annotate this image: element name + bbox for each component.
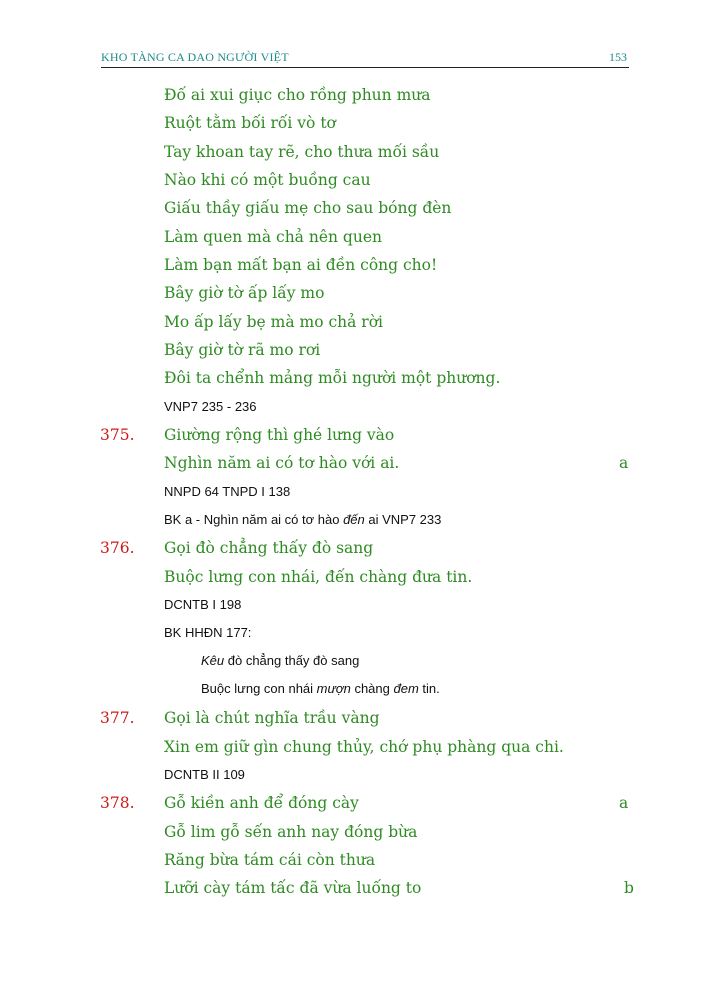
variant-text: ai VNP7 233 bbox=[364, 512, 442, 527]
variant-emphasis: mượn bbox=[316, 681, 351, 696]
variant-text: tin. bbox=[418, 681, 440, 696]
source-citation: DCNTB II 109 bbox=[164, 767, 245, 782]
poem-number: 375. bbox=[100, 426, 135, 444]
verse-line: Làm quen mà chả nên quen bbox=[164, 228, 382, 246]
poem-number: 377. bbox=[100, 709, 135, 727]
variant-text: Buộc lưng con nhái bbox=[201, 681, 317, 696]
verse-line: Ruột tằm bối rối vò tơ bbox=[164, 114, 336, 132]
source-citation: VNP7 235 - 236 bbox=[164, 399, 257, 414]
verse-line: Gọi là chút nghĩa trầu vàng bbox=[164, 709, 380, 727]
poem-number: 378. bbox=[100, 794, 135, 812]
variant-emphasis: đến bbox=[343, 512, 365, 527]
verse-line: Nào khi có một buồng cau bbox=[164, 171, 371, 189]
verse-line: Nghìn năm ai có tơ hào với ai. bbox=[164, 454, 400, 472]
verse-line: Làm bạn mất bạn ai đền công cho! bbox=[164, 256, 438, 274]
verse-line: Giường rộng thì ghé lưng vào bbox=[164, 426, 395, 444]
verse-line: Gỗ lim gỗ sến anh nay đóng bừa bbox=[164, 823, 418, 841]
variant-text: BK a - Nghìn năm ai có tơ hào bbox=[164, 512, 344, 527]
variant-verse bbox=[201, 652, 359, 670]
verse-line: Bây giờ tờ rã mo rơi bbox=[164, 341, 321, 359]
verse-line: Buộc lưng con nhái, đến chàng đưa tin. bbox=[164, 568, 473, 586]
verse-line: Mo ấp lấy bẹ mà mo chả rời bbox=[164, 313, 383, 331]
verse-line: Bây giờ tờ ấp lấy mo bbox=[164, 284, 325, 302]
variant-emphasis: Kêu bbox=[201, 653, 225, 668]
verse-line: Gỗ kiền anh để đóng cày bbox=[164, 794, 359, 812]
variant-note: BK HHĐN 177: bbox=[164, 625, 252, 640]
book-title: KHO TÀNG CA DAO NGƯỜI VIỆT bbox=[101, 50, 289, 64]
rhyme-marker: a bbox=[619, 454, 629, 472]
poem-number: 376. bbox=[100, 539, 135, 557]
variant-verse bbox=[201, 680, 440, 698]
source-citation: DCNTB I 198 bbox=[164, 597, 242, 612]
verse-line: Đố ai xui giục cho rồng phun mưa bbox=[164, 86, 431, 104]
rhyme-marker: b bbox=[624, 879, 634, 897]
variant-text: đò chẳng thấy đò sang bbox=[224, 653, 360, 668]
verse-line: Răng bừa tám cái còn thưa bbox=[164, 851, 376, 869]
variant-note bbox=[164, 511, 441, 529]
rhyme-marker: a bbox=[619, 794, 629, 812]
verse-line: Giấu thầy giấu mẹ cho sau bóng đèn bbox=[164, 199, 452, 217]
verse-line: Đôi ta chểnh mảng mỗi người một phương. bbox=[164, 369, 501, 387]
variant-text: chàng bbox=[350, 681, 394, 696]
verse-line: Xin em giữ gìn chung thủy, chớ phụ phàng qua chi. bbox=[164, 738, 564, 756]
verse-line: Tay khoan tay rẽ, cho thưa mối sầu bbox=[164, 143, 440, 161]
variant-emphasis: đem bbox=[393, 681, 419, 696]
verse-line: Gọi đò chẳng thấy đò sang bbox=[164, 539, 374, 557]
page-number: 153 bbox=[609, 50, 627, 64]
source-citation: NNPD 64 TNPD I 138 bbox=[164, 484, 291, 499]
verse-line: Lưỡi cày tám tấc đã vừa luống to bbox=[164, 879, 422, 897]
